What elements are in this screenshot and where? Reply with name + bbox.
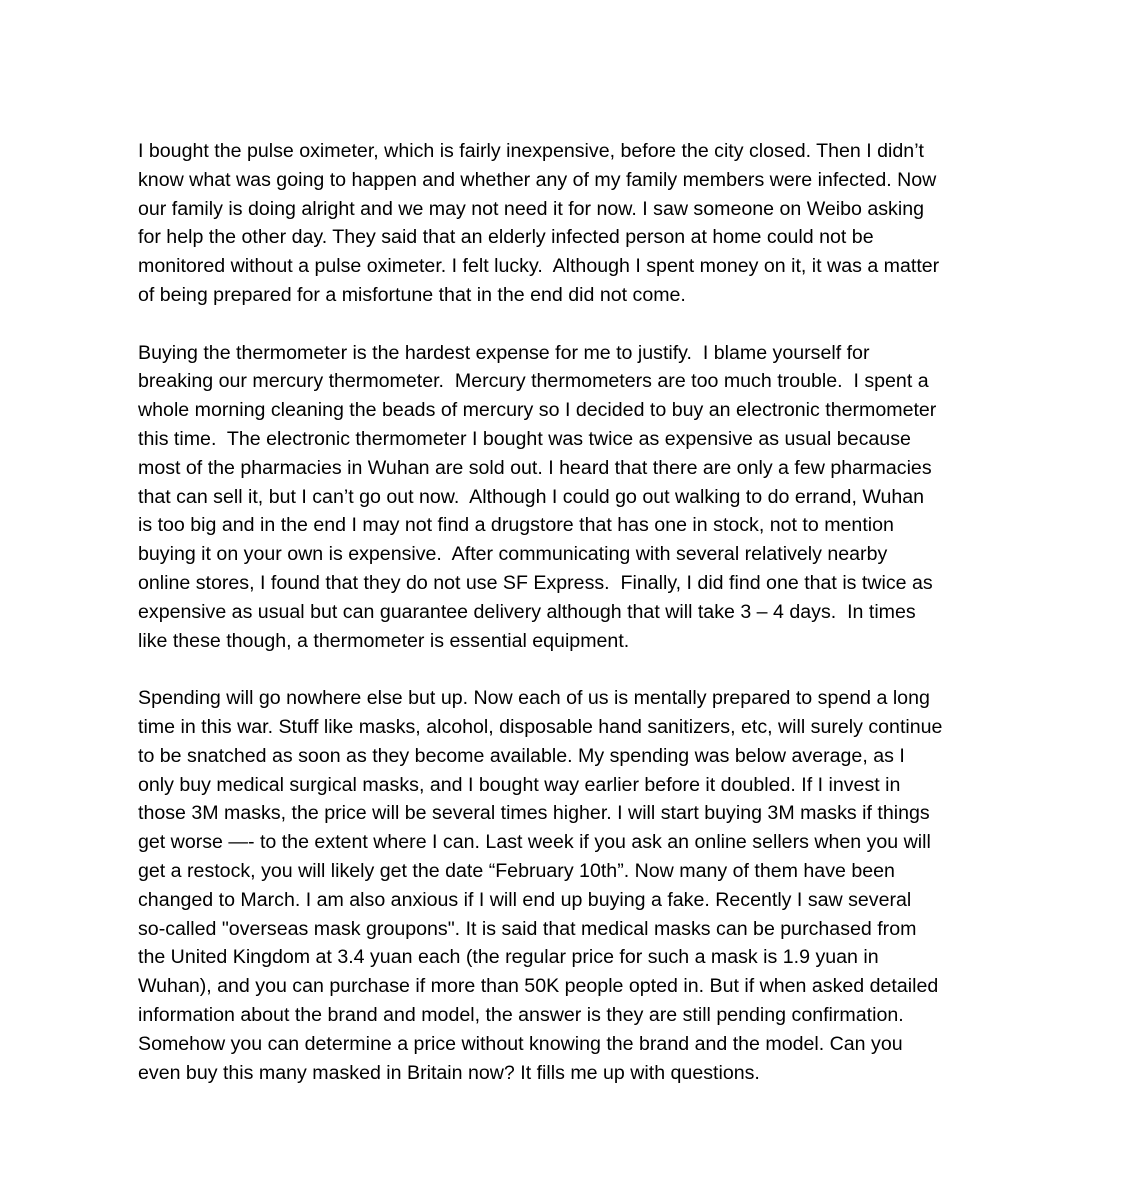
text-line: only buy medical surgical masks, and I bought way earlier before it doubled. If I invest in: [138, 773, 901, 796]
text-line: monitored without a pulse oximeter. I felt lucky. Although I spent money on it, it was a matter: [138, 255, 940, 278]
text-line: get worse —- to the extent where I can. Last week if you ask an online sellers when you will: [138, 831, 931, 854]
text-line: buying it on your own is expensive. After communicating with several relatively nearby: [138, 543, 888, 566]
text-line: know what was going to happen and whether any of my family members were infected. Now: [138, 168, 937, 191]
text-line: Somehow you can determine a price without knowing the brand and the model. Can you: [138, 1032, 903, 1055]
text-line: this time. The electronic thermometer I bought was twice as expensive as usual because: [138, 427, 911, 450]
document-body: [138, 137, 1018, 1087]
text-line: I bought the pulse oximeter, which is fairly inexpensive, before the city closed. Then I didn’t: [138, 140, 924, 162]
text-line: the United Kingdom at 3.4 yuan each (the regular price for such a mask is 1.9 yuan in: [138, 946, 879, 969]
text-line: even buy this many masked in Britain now? It fills me up with questions.: [138, 1061, 760, 1084]
text-line: whole morning cleaning the beads of mercury so I decided to buy an electronic thermometer: [138, 399, 937, 422]
text-line: changed to March. I am also anxious if I will end up buying a fake. Recently I saw several: [138, 888, 912, 911]
text-line: expensive as usual but can guarantee delivery although that will take 3 – 4 days. In times: [138, 600, 916, 623]
text-line: most of the pharmacies in Wuhan are sold out. I heard that there are only a few pharmacies: [138, 456, 932, 479]
text-line: our family is doing alright and we may not need it for now. I saw someone on Weibo asking: [138, 197, 924, 220]
text-line: Wuhan), and you can purchase if more than 50K people opted in. But if when asked detailed: [138, 975, 939, 998]
text-line: Buying the thermometer is the hardest expense for me to justify. I blame yourself for: [138, 341, 870, 364]
text-line: to be snatched as soon as they become available. My spending was below average, as I: [138, 744, 905, 767]
paragraph-spacer: [138, 655, 1018, 684]
paragraph-pulse-oximeter: [138, 137, 1018, 310]
paragraph-spacer: [138, 310, 1018, 339]
paragraph-thermometer: [138, 339, 1018, 656]
text-line: is too big and in the end I may not find a drugstore that has one in stock, not to mention: [138, 514, 894, 537]
text-line: that can sell it, but I can’t go out now. Although I could go out walking to do errand, Wuhan: [138, 485, 925, 508]
text-line: online stores, I found that they do not use SF Express. Finally, I did find one that is twice as: [138, 571, 933, 594]
text-line: Spending will go nowhere else but up. Now each of us is mentally prepared to spend a long: [138, 687, 930, 710]
text-line: those 3M masks, the price will be several times higher. I will start buying 3M masks if things: [138, 802, 930, 825]
text-line: of being prepared for a misfortune that in the end did not come.: [138, 283, 686, 306]
text-line: so-called "overseas mask groupons". It is said that medical masks can be purchased from: [138, 917, 917, 940]
text-line: get a restock, you will likely get the date “February 10th”. Now many of them have been: [138, 859, 895, 882]
text-line: like these though, a thermometer is essential equipment.: [138, 629, 630, 652]
paragraph-spending: [138, 684, 1018, 1087]
text-line: time in this war. Stuff like masks, alcohol, disposable hand sanitizers, etc, will surely continue: [138, 715, 943, 738]
text-line: for help the other day. They said that an elderly infected person at home could not be: [138, 226, 874, 249]
text-line: breaking our mercury thermometer. Mercury thermometers are too much trouble. I spent a: [138, 370, 929, 393]
text-line: information about the brand and model, the answer is they are still pending confirmation.: [138, 1003, 904, 1026]
